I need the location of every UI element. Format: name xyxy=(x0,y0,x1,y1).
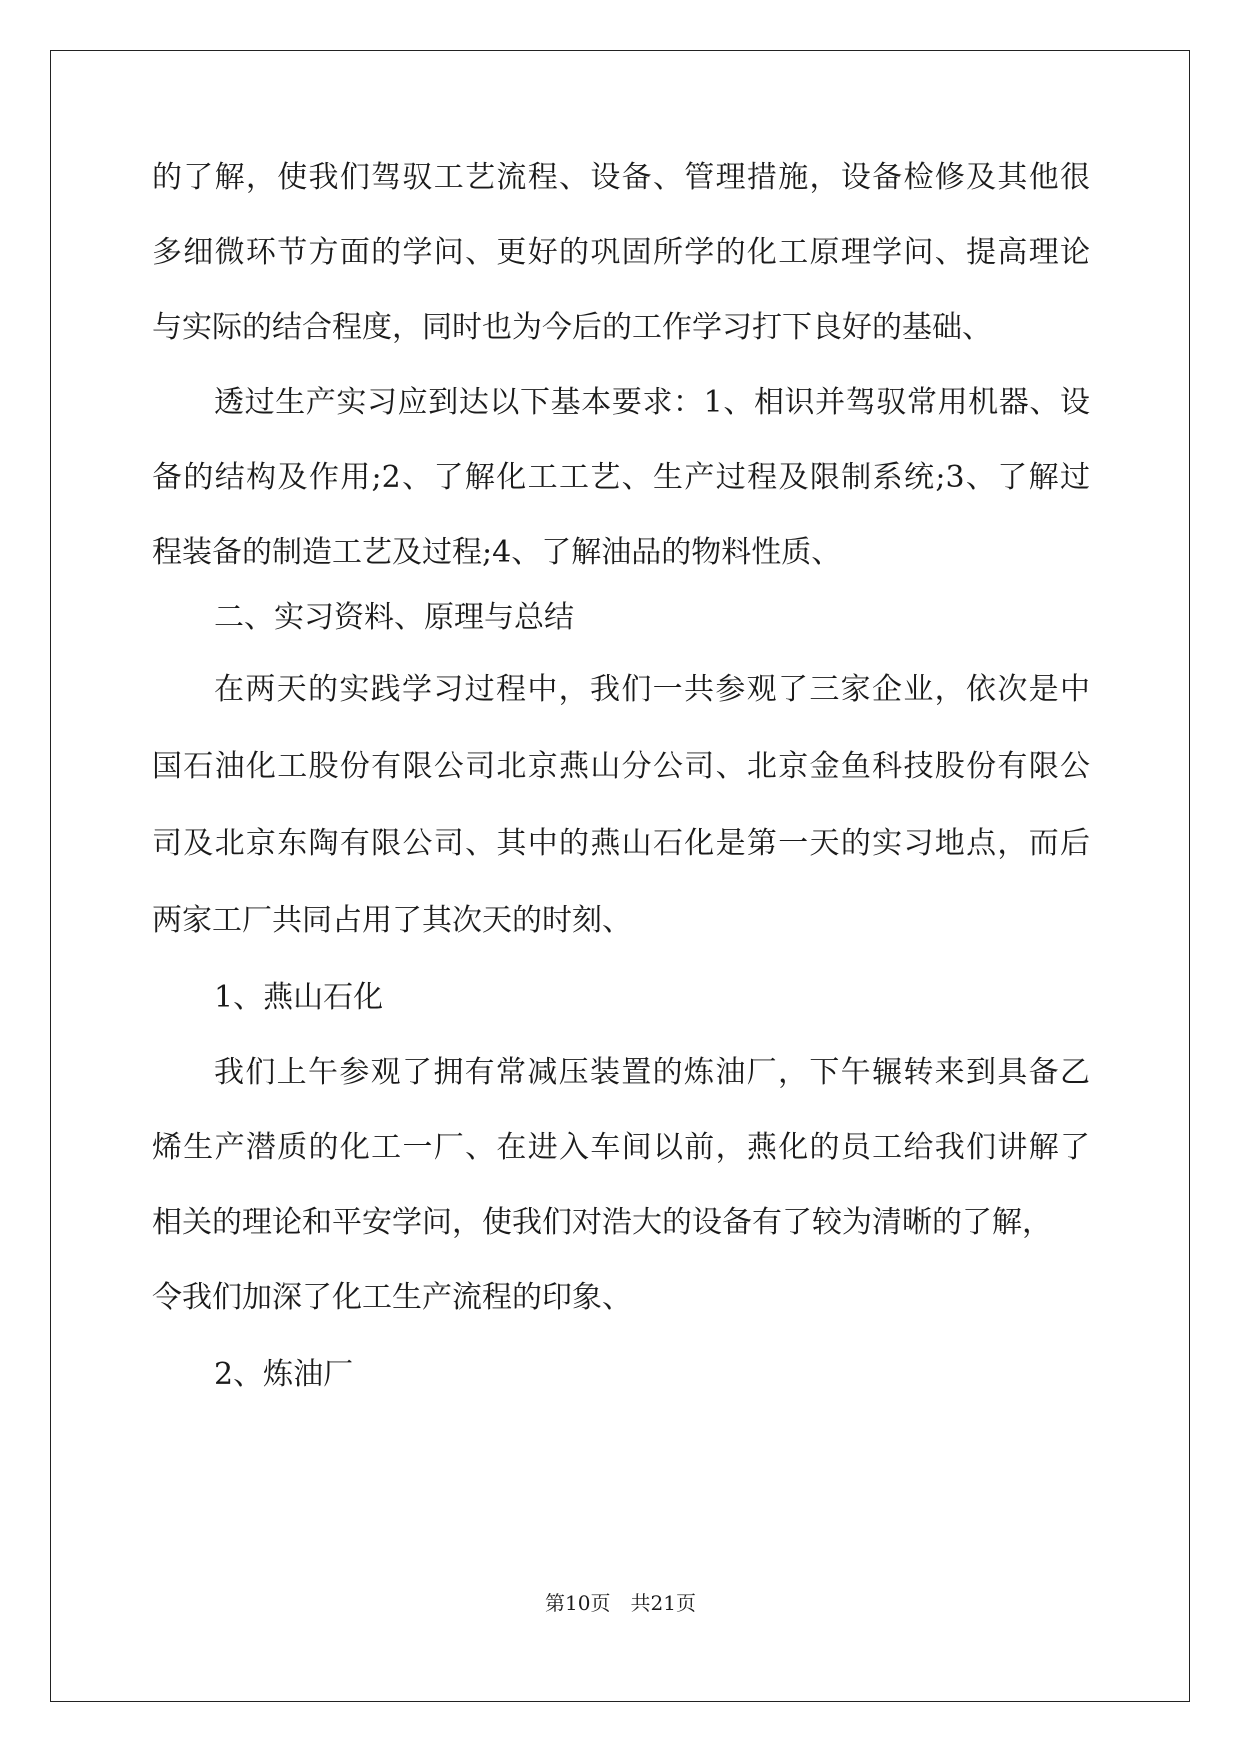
subsection-heading: 1、燕山石化 xyxy=(214,980,384,1015)
text-line: 的了解，使我们驾驭工艺流程、设备、管理措施，设备检修及其他很 xyxy=(152,160,1090,195)
text-line: 相关的理论和平安学问，使我们对浩大的设备有了较为清晰的了解， xyxy=(152,1205,1052,1240)
section-heading: 二、实习资料、原理与总结 xyxy=(214,600,574,635)
paragraph-first-line: 在两天的实践学习过程中，我们一共参观了三家企业，依次是中 xyxy=(214,672,1090,707)
text-line: 备的结构及作用;2、了解化工工艺、生产过程及限制系统;3、了解过 xyxy=(152,460,1090,495)
text-line: 多细微环节方面的学问、更好的巩固所学的化工原理学问、提高理论 xyxy=(152,235,1090,270)
text-line: 程装备的制造工艺及过程;4、了解油品的物料性质、 xyxy=(152,535,842,570)
paragraph-first-line: 透过生产实习应到达以下基本要求：1、相识并驾驭常用机器、设 xyxy=(214,385,1090,420)
page-number: 第10页 共21页 xyxy=(545,1591,696,1615)
text-line: 两家工厂共同占用了其次天的时刻、 xyxy=(152,903,632,938)
subsection-heading: 2、炼油厂 xyxy=(214,1357,354,1392)
text-line: 司及北京东陶有限公司、其中的燕山石化是第一天的实习地点，而后 xyxy=(152,826,1090,861)
paragraph-first-line: 我们上午参观了拥有常减压装置的炼油厂，下午辗转来到具备乙 xyxy=(214,1055,1090,1090)
text-line: 烯生产潜质的化工一厂、在进入车间以前，燕化的员工给我们讲解了 xyxy=(152,1130,1090,1165)
text-line: 国石油化工股份有限公司北京燕山分公司、北京金鱼科技股份有限公 xyxy=(152,749,1090,784)
page-frame xyxy=(50,50,1190,1702)
text-line: 令我们加深了化工生产流程的印象、 xyxy=(152,1280,632,1315)
text-line: 与实际的结合程度，同时也为今后的工作学习打下良好的基础、 xyxy=(152,310,992,345)
